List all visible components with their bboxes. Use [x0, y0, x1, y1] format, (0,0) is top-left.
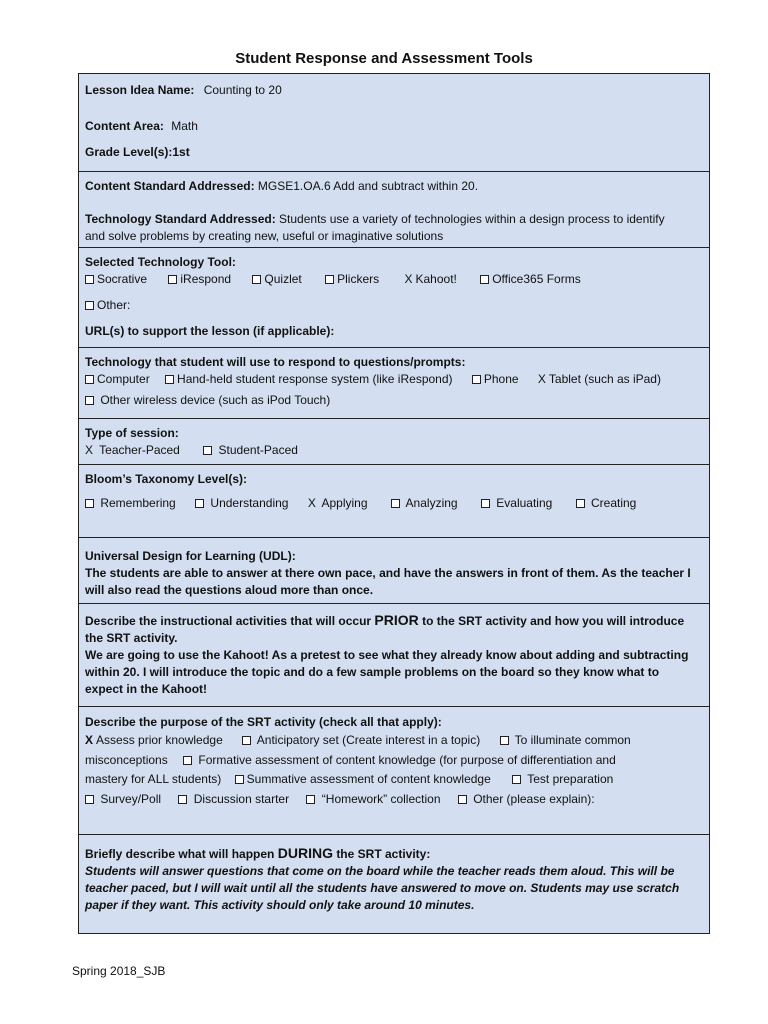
during-activity-cell [79, 835, 709, 933]
udl-text-1: The students are able to answer at there own pace, and have the answers in front of them. As the teacher I [85, 566, 691, 580]
grade-level-label: Grade Level(s): [85, 145, 173, 159]
checkbox-icon [168, 275, 177, 284]
checkbox-icon [481, 499, 490, 508]
device-option-tablet[interactable]: X Tablet (such as iPad) [537, 372, 661, 386]
purpose-option-test-prep[interactable]: Test preparation [512, 770, 613, 790]
prior-question-a: Describe the instructional activities that will occur [85, 614, 372, 628]
checkbox-icon [85, 301, 94, 310]
prior-answer-2: within 20. I will introduce the topic and do a few sample problems on the board so they know what to [85, 665, 660, 679]
tool-option-office365-forms[interactable]: Office365 Forms [480, 271, 580, 288]
during-emphasis: DURING [277, 845, 333, 861]
checkbox-icon [325, 275, 334, 284]
during-question-a: Briefly describe what will happen [85, 847, 275, 861]
checkbox-icon [512, 775, 521, 784]
srt-purpose-cell [79, 707, 709, 835]
checkbox-icon [576, 499, 585, 508]
check-x-icon: X [85, 733, 94, 747]
session-label: Type of session: [85, 426, 179, 440]
purpose-option-survey-poll[interactable]: Survey/Poll [85, 790, 161, 810]
bloom-option-applying[interactable]: X Applying [307, 496, 368, 510]
tool-option-kahoot[interactable]: X Kahoot! [404, 272, 457, 286]
content-standard-label: Content Standard Addressed: [85, 179, 255, 193]
prior-question-b: to the SRT activity and how you will introduce [422, 614, 685, 628]
bloom-option-evaluating[interactable]: Evaluating [481, 495, 552, 512]
during-question-b: the SRT activity: [336, 847, 431, 861]
checkbox-icon [235, 775, 244, 784]
bloom-option-remembering[interactable]: Remembering [85, 495, 176, 512]
content-area-label: Content Area: [85, 119, 164, 133]
checkbox-icon [242, 736, 251, 745]
prior-answer-1: We are going to use the Kahoot! As a pretest to see what they already know about adding and subtracting [85, 648, 689, 662]
udl-label: Universal Design for Learning (UDL): [85, 549, 296, 563]
purpose-option-other[interactable]: Other (please explain): [458, 790, 595, 810]
device-option-computer[interactable]: Computer [85, 371, 150, 388]
footer-text: Spring 2018_SJB [72, 964, 166, 978]
check-x-icon: X [307, 496, 316, 510]
checkbox-icon [203, 446, 212, 455]
checkbox-icon [85, 795, 94, 804]
purpose-option-summative[interactable]: Summative assessment of content knowledge [235, 770, 491, 790]
tool-option-quizlet[interactable]: Quizlet [252, 271, 301, 288]
bloom-label: Bloom’s Taxonomy Level(s): [85, 472, 248, 486]
checkbox-icon [85, 396, 94, 405]
check-x-icon: X [404, 272, 413, 286]
grade-level-value: 1st [172, 145, 190, 159]
session-option-student-paced[interactable]: Student-Paced [203, 442, 298, 459]
bloom-option-analyzing[interactable]: Analyzing [391, 495, 458, 512]
checkbox-icon [306, 795, 315, 804]
checkbox-icon [85, 275, 94, 284]
bloom-option-creating[interactable]: Creating [576, 495, 637, 512]
purpose-option-homework[interactable]: “Homework” collection [306, 790, 440, 810]
purpose-option-misconceptions[interactable]: To illuminate common [500, 731, 631, 751]
device-option-phone[interactable]: Phone [472, 371, 519, 388]
response-device-cell [79, 348, 709, 419]
tool-option-other[interactable]: Other: [85, 297, 703, 314]
purpose-option-misconceptions-cont: misconceptions [85, 752, 168, 767]
form-table [78, 73, 710, 934]
lesson-name-value: Counting to 20 [203, 83, 282, 97]
udl-text-2: will also read the questions aloud more than once. [85, 583, 374, 597]
technology-tool-cell [79, 248, 709, 348]
tech-standard-label: Technology Standard Addressed: [85, 212, 276, 226]
check-x-icon: X [537, 372, 546, 386]
bloom-option-understanding[interactable]: Understanding [195, 495, 288, 512]
session-option-teacher-paced[interactable]: X Teacher-Paced [85, 443, 180, 457]
checkbox-icon [252, 275, 261, 284]
purpose-option-formative-cont: mastery for ALL students) [85, 772, 222, 786]
purpose-option-anticipatory-set[interactable]: Anticipatory set (Create interest in a topic) [242, 731, 480, 751]
checkbox-icon [458, 795, 467, 804]
checkbox-icon [472, 375, 481, 384]
check-x-icon: X [85, 443, 94, 457]
device-label: Technology that student will use to respond to questions/prompts: [85, 355, 466, 369]
prior-emphasis: PRIOR [374, 612, 419, 628]
session-type-cell [79, 419, 709, 465]
during-answer-3: paper if they want. This activity should only take around 10 minutes. [85, 898, 475, 912]
prior-activities-cell [79, 604, 709, 707]
checkbox-icon [165, 375, 174, 384]
during-answer-1: Students will answer questions that come on the board while the teacher reads them aloud. This will be [85, 864, 675, 878]
checkbox-icon [391, 499, 400, 508]
checkbox-icon [480, 275, 489, 284]
tool-option-socrative[interactable]: Socrative [85, 271, 147, 288]
udl-cell [79, 538, 709, 604]
purpose-option-formative[interactable]: Formative assessment of content knowledge (for purpose of differentiation and [183, 751, 616, 771]
tech-standard-value-2: and solve problems by creating new, useful or imaginative solutions [85, 229, 444, 243]
checkbox-icon [195, 499, 204, 508]
tool-option-irespond[interactable]: iRespond [168, 271, 231, 288]
standards-cell [79, 172, 709, 248]
lesson-name-label: Lesson Idea Name: [85, 83, 195, 97]
purpose-option-assess-prior[interactable]: X Assess prior knowledge [85, 731, 223, 751]
blooms-taxonomy-cell [79, 465, 709, 538]
prior-answer-3: expect in the Kahoot! [85, 682, 208, 696]
tool-option-plickers[interactable]: Plickers [325, 271, 379, 288]
content-standard-value: MGSE1.OA.6 Add and subtract within 20. [257, 179, 479, 193]
tech-standard-value-1: Students use a variety of technologies within a design process to identify [279, 212, 665, 226]
url-label: URL(s) to support the lesson (if applicable): [85, 324, 335, 338]
device-option-other[interactable]: Other wireless device (such as iPod Touch) [85, 392, 703, 409]
prior-question-c: the SRT activity. [85, 631, 178, 645]
tool-label: Selected Technology Tool: [85, 255, 236, 269]
checkbox-icon [85, 375, 94, 384]
purpose-option-discussion-starter[interactable]: Discussion starter [178, 790, 289, 810]
lesson-info-cell [79, 74, 709, 172]
checkbox-icon [500, 736, 509, 745]
checkbox-icon [178, 795, 187, 804]
checkbox-icon [85, 499, 94, 508]
purpose-label: Describe the purpose of the SRT activity (check all that apply): [85, 715, 442, 729]
content-area-value: Math [171, 119, 198, 133]
during-answer-2: teacher paced, but I will wait until all the students have answered to move on. Students may use scratch [85, 881, 680, 895]
device-option-handheld[interactable]: Hand-held student response system (like iRespond) [165, 371, 452, 388]
page-title: Student Response and Assessment Tools [235, 50, 533, 67]
checkbox-icon [183, 756, 192, 765]
